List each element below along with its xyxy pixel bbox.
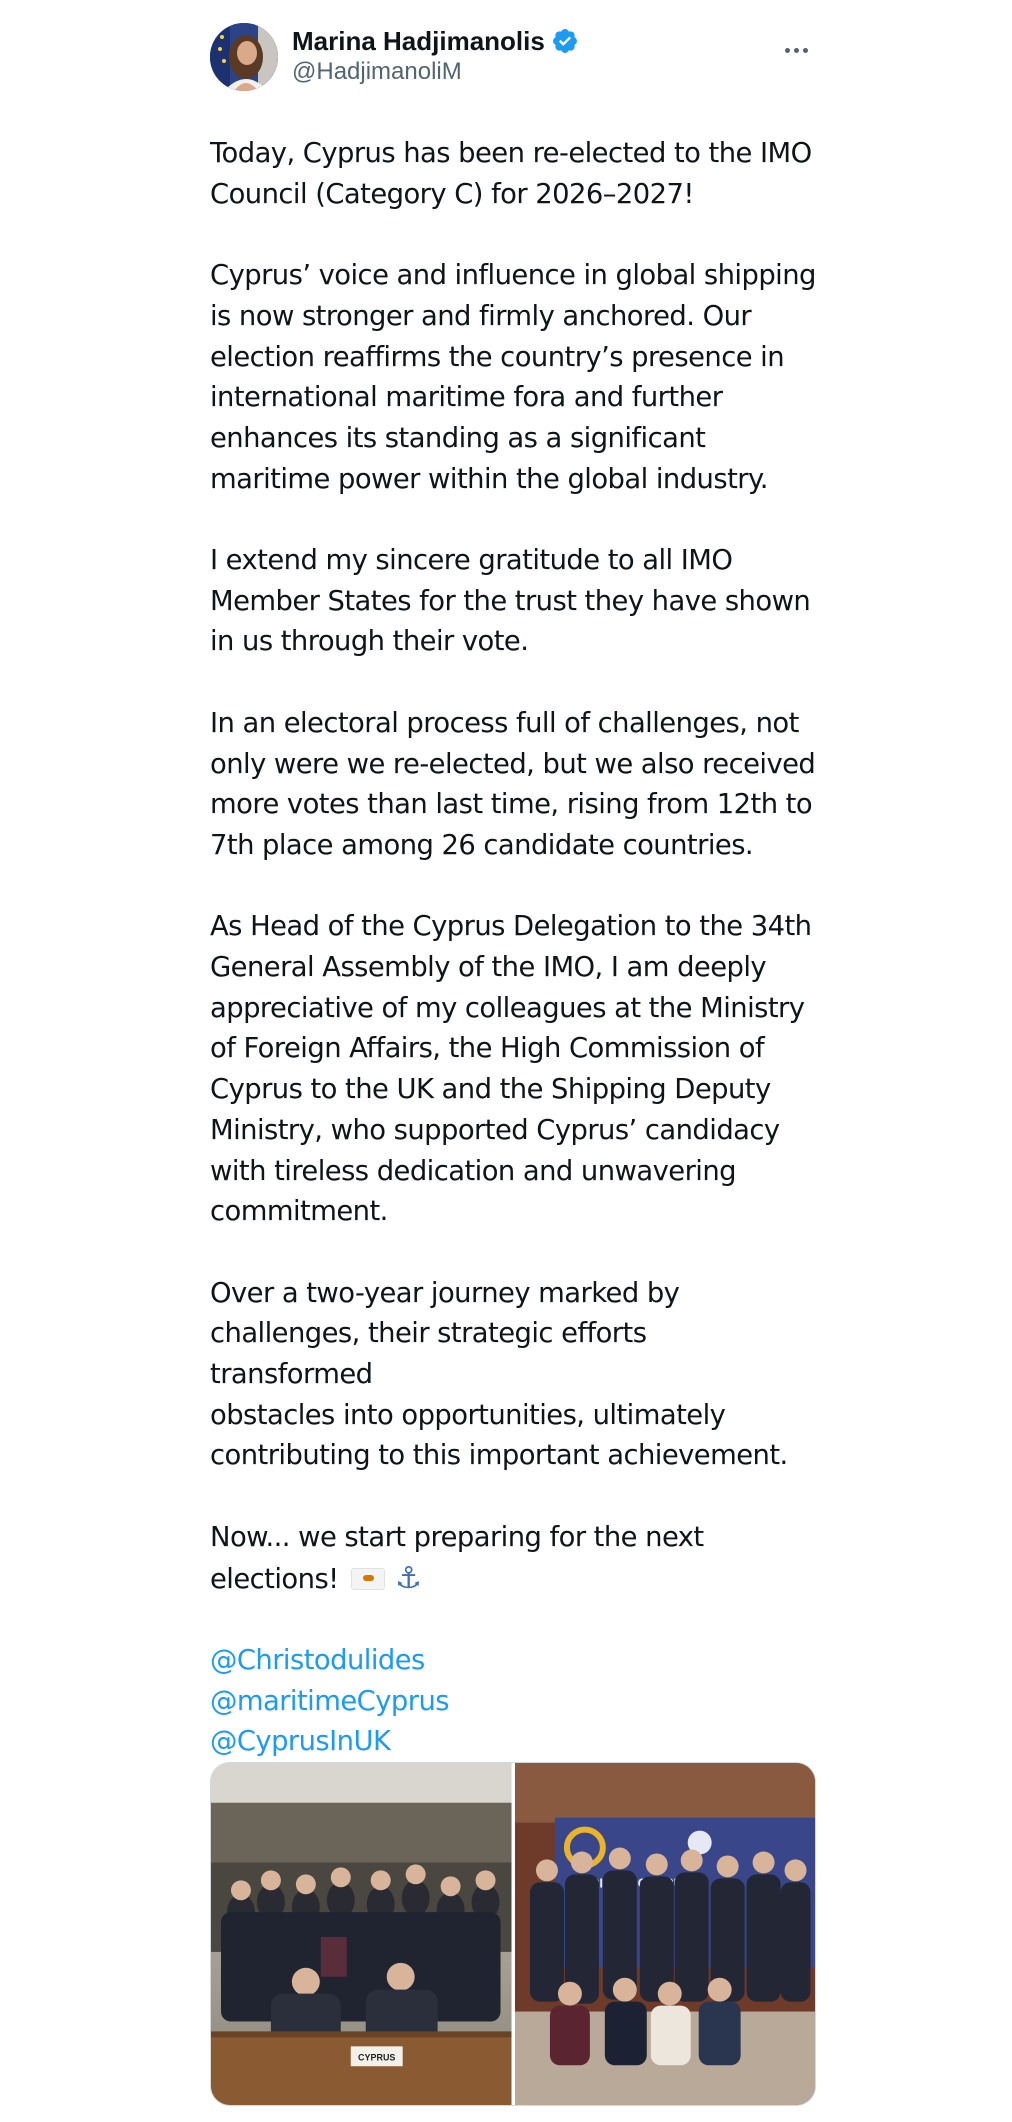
mention-link[interactable]: @CyprusInUK [210,1726,391,1758]
banner-text: MARITIME [569,1875,634,1891]
anchor-emoji: ⚓ [394,1560,422,1596]
mention-link[interactable]: @Christodulides [210,1644,425,1676]
tweet-paragraph: Cyprus’ voice and influence in global shipping is now stronger and firmly anchored. Our election reaffirms the country’s presence in international maritime fora and further enhances its standing as a significant maritime power within the global industry. [210,260,816,495]
cyprus-flag-emoji [351,1568,385,1590]
tweet-paragraph: As Head of the Cyprus Delegation to the 34th General Assembly of the IMO, I am deeply appreciative of my colleagues at the Ministry of Foreign Affairs, the High Commission of Cyprus to the UK and the Shipping Deputy Ministry, who supported Cyprus’ candidacy with tireless dedication and unwavering commitment. [210,911,812,1228]
cyprus-sign-text: CYPRUS [358,2052,396,2063]
verified-badge-icon [551,27,579,55]
author-display-name[interactable]: Marina Hadjimanolis [292,25,545,56]
closing-line: elections! [210,1563,339,1595]
mention-link[interactable]: @maritimeCyprus [210,1685,449,1717]
tweet-paragraph: Today, Cyprus has been re-elected to the IMO Council (Category C) for 2026–2027! [210,138,812,210]
avatar[interactable] [210,23,278,91]
closing-line: Now... we start preparing for the next [210,1521,704,1553]
tweet-closing [210,1518,816,1600]
tweet-media [210,1762,816,2106]
tweet-paragraph: I extend my sincere gratitude to all IMO Member States for the trust they have shown in us through their vote. [210,545,811,658]
photo-delegation-seated[interactable] [211,1763,512,2105]
tweet-paragraph: In an electoral process full of challenges, not only were we re-elected, but we also received more votes than last time, rising from 12th to 7th place among 26 candidate countries. [210,707,816,861]
tweet-text [210,134,816,1804]
author-handle[interactable]: @HadjimanoliM [292,58,462,85]
tweet [210,20,816,1804]
tweet-header [210,20,816,95]
tweet-paragraph: Over a two-year journey marked by challenges, their strategic efforts transformed obstacles into opportunities, ultimately contributing to this important achievement. [210,1277,788,1472]
more-options-icon[interactable] [776,38,816,62]
photo-delegation-group[interactable] [515,1763,816,2105]
